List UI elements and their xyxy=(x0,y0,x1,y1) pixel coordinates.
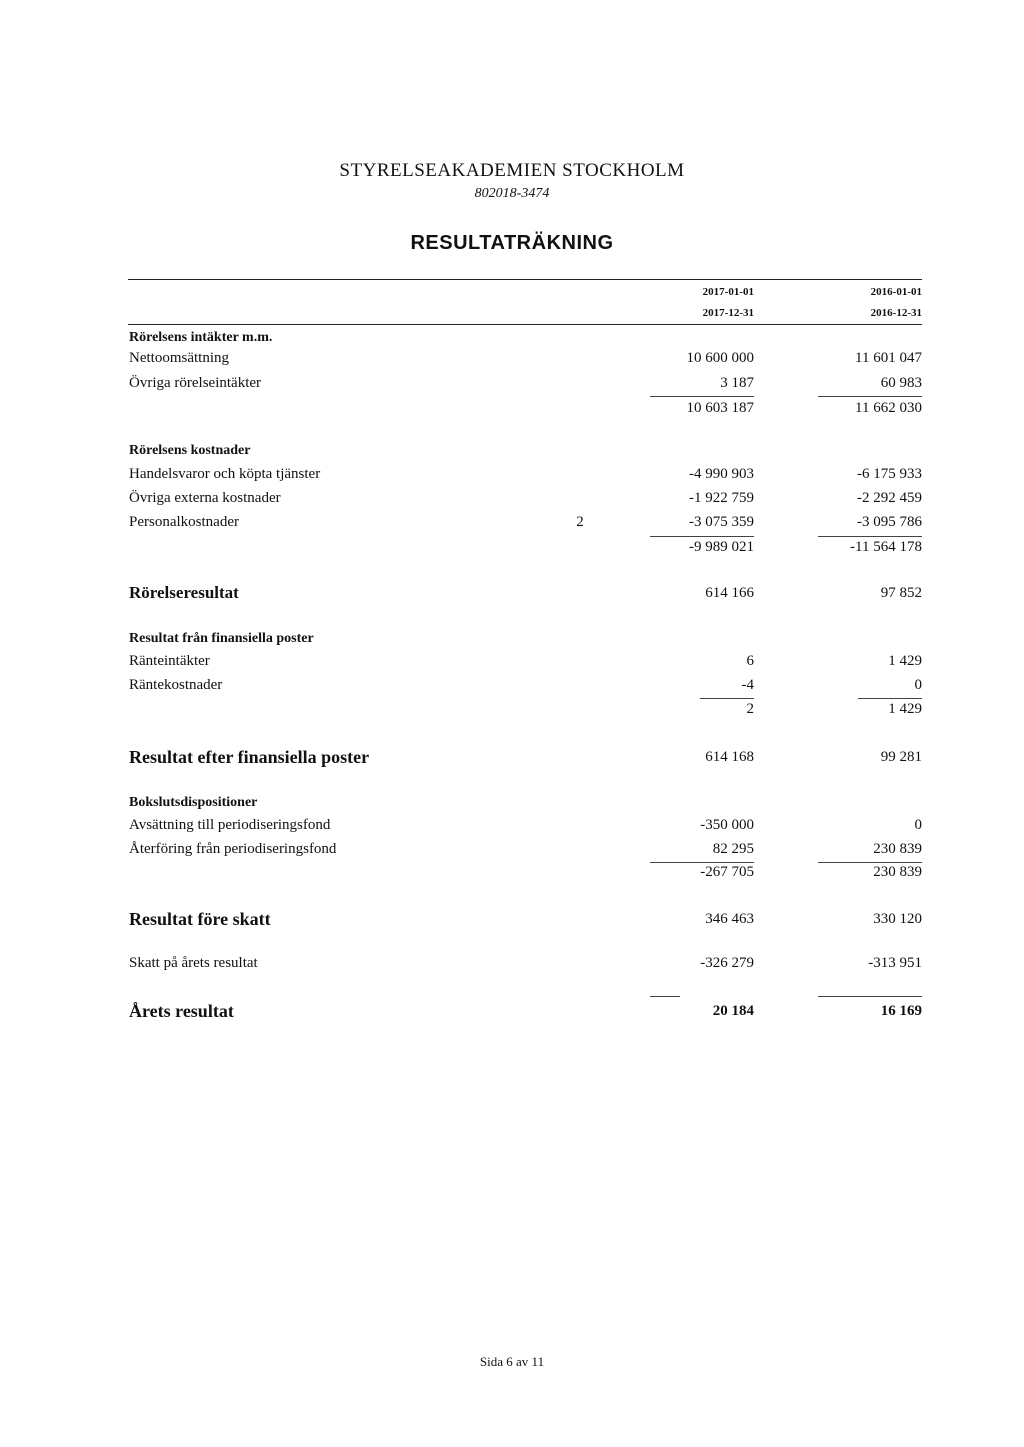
value-previous: 11 662 030 xyxy=(855,400,922,416)
value-previous: 1 429 xyxy=(888,701,922,717)
row-label: Övriga rörelseintäkter xyxy=(129,375,262,391)
after-financial-row xyxy=(0,747,1024,769)
value-previous: -3 095 786 xyxy=(857,514,922,530)
net-result-row xyxy=(0,1001,1024,1023)
table-row xyxy=(0,350,1024,372)
total-line xyxy=(818,996,922,997)
operating-result-row xyxy=(0,583,1024,605)
row-label: Personalkostnader xyxy=(129,514,239,530)
value-current: -4 xyxy=(741,677,754,693)
page-title: RESULTATRÄKNING xyxy=(410,232,614,254)
row-label: Övriga externa kostnader xyxy=(129,490,281,506)
value-current: 2 xyxy=(746,701,754,717)
row-label: Återföring från periodiseringsfond xyxy=(129,841,337,857)
section-heading: Bokslutsdispositioner xyxy=(129,795,258,810)
subtotal-row xyxy=(0,400,1024,422)
row-label: Resultat efter finansiella poster xyxy=(129,747,370,767)
value-current: 614 168 xyxy=(705,749,754,765)
financial-heading-row xyxy=(0,631,1024,653)
row-label: Resultat före skatt xyxy=(129,909,271,929)
value-current: 10 603 187 xyxy=(686,400,754,416)
value-previous: -313 951 xyxy=(868,955,922,971)
table-row xyxy=(0,490,1024,512)
organization-name: STYRELSEAKADEMIEN STOCKHOLM xyxy=(339,160,685,181)
value-previous: 230 839 xyxy=(873,864,922,880)
column-header-previous-end: 2016-12-31 xyxy=(870,307,922,319)
subtotal-line xyxy=(858,698,922,699)
value-current: -3 075 359 xyxy=(689,514,754,530)
subtotal-line xyxy=(818,396,922,397)
revenue-heading-row xyxy=(0,330,1024,352)
top-rule xyxy=(128,279,922,280)
note-reference: 2 xyxy=(576,514,584,530)
column-header-current-start: 2017-01-01 xyxy=(702,286,754,298)
table-row xyxy=(0,841,1024,863)
row-label: Ränteintäkter xyxy=(129,653,210,669)
column-header-current-end: 2017-12-31 xyxy=(702,307,754,319)
section-heading: Rörelsens kostnader xyxy=(129,443,251,458)
value-previous: 230 839 xyxy=(873,841,922,857)
value-current: 20 184 xyxy=(712,1003,754,1019)
value-previous: 1 429 xyxy=(888,653,922,669)
value-current: -326 279 xyxy=(700,955,754,971)
value-current: -4 990 903 xyxy=(689,466,754,482)
value-previous: -2 292 459 xyxy=(857,490,922,506)
before-tax-row xyxy=(0,909,1024,931)
subtotal-line xyxy=(650,536,754,537)
row-label: Rörelseresultat xyxy=(129,583,239,602)
value-previous: 11 601 047 xyxy=(855,350,922,366)
subtotal-row xyxy=(0,701,1024,723)
row-label: Årets resultat xyxy=(129,1001,234,1021)
value-current: 6 xyxy=(746,653,754,669)
value-current: -350 000 xyxy=(700,817,754,833)
row-label: Handelsvaror och köpta tjänster xyxy=(129,466,321,482)
costs-heading-row xyxy=(0,443,1024,465)
subtotal-row xyxy=(0,539,1024,561)
value-current: -267 705 xyxy=(700,864,754,880)
value-previous: 0 xyxy=(914,817,922,833)
subtotal-line xyxy=(700,698,754,699)
appropriations-heading-row xyxy=(0,795,1024,817)
organization-number: 802018-3474 xyxy=(474,186,550,201)
subtotal-line xyxy=(650,396,754,397)
section-heading: Resultat från finansiella poster xyxy=(129,631,314,646)
value-previous: 97 852 xyxy=(880,585,922,601)
value-previous: 16 169 xyxy=(880,1003,922,1019)
row-label: Avsättning till periodiseringsfond xyxy=(129,817,331,833)
table-row xyxy=(0,375,1024,397)
value-current: 3 187 xyxy=(720,375,754,391)
value-previous: 99 281 xyxy=(880,749,922,765)
value-current: 346 463 xyxy=(705,911,754,927)
row-label: Skatt på årets resultat xyxy=(129,955,258,971)
row-label: Nettoomsättning xyxy=(129,350,229,366)
tax-row xyxy=(0,955,1024,977)
value-current: 614 166 xyxy=(705,585,754,601)
column-header-previous-start: 2016-01-01 xyxy=(870,286,922,298)
header-rule xyxy=(128,324,922,325)
section-heading: Rörelsens intäkter m.m. xyxy=(129,330,273,345)
table-row xyxy=(0,677,1024,699)
value-current: -9 989 021 xyxy=(689,539,754,555)
subtotal-line xyxy=(818,862,922,863)
value-previous: -6 175 933 xyxy=(857,466,922,482)
value-current: 82 295 xyxy=(712,841,754,857)
subtotal-line xyxy=(650,862,754,863)
page-number: Sida 6 av 11 xyxy=(479,1354,545,1369)
total-line xyxy=(650,996,680,997)
table-row xyxy=(0,466,1024,488)
value-previous: -11 564 178 xyxy=(850,539,922,555)
value-previous: 0 xyxy=(914,677,922,693)
value-current: -1 922 759 xyxy=(689,490,754,506)
value-previous: 330 120 xyxy=(873,911,922,927)
value-previous: 60 983 xyxy=(880,375,922,391)
subtotal-line xyxy=(818,536,922,537)
table-row xyxy=(0,817,1024,839)
table-row xyxy=(0,653,1024,675)
value-current: 10 600 000 xyxy=(686,350,754,366)
row-label: Räntekostnader xyxy=(129,677,223,693)
subtotal-row xyxy=(0,864,1024,886)
table-row xyxy=(0,514,1024,536)
